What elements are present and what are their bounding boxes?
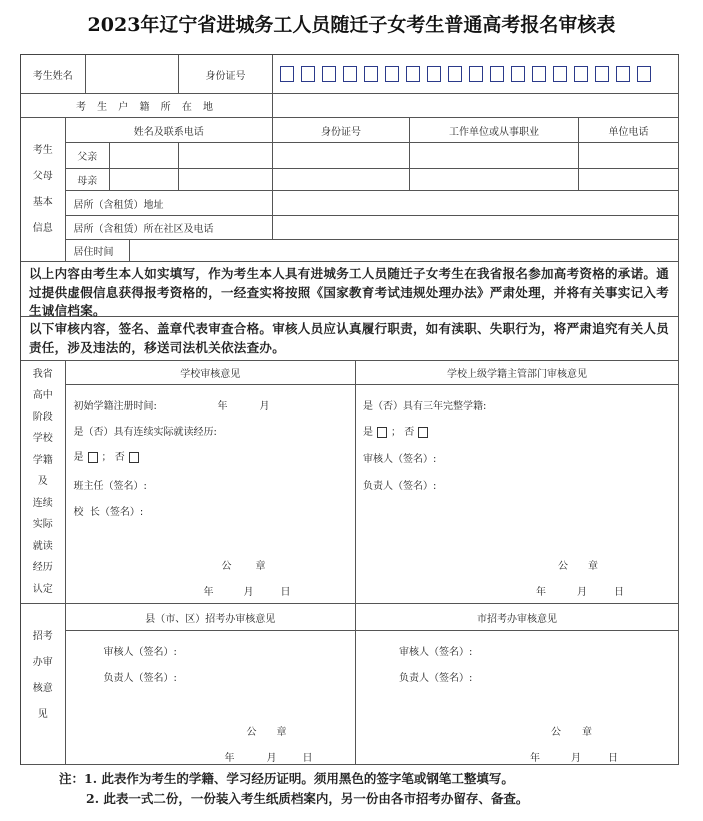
- id-digit-box[interactable]: [427, 66, 441, 82]
- id-digit-box[interactable]: [532, 66, 546, 82]
- date-month: 月: [266, 753, 277, 764]
- leader-signature: 负责人（签名）:: [363, 481, 437, 492]
- authority-review-header: 学校上级学籍主管部门审核意见: [356, 361, 679, 385]
- community-label: 居所（含租赁）所在社区及电话: [66, 216, 274, 240]
- section-label-line: 实际: [32, 519, 53, 531]
- section-label-line: 及: [37, 476, 48, 488]
- mother-work-phone-field[interactable]: [579, 169, 679, 191]
- duration-field[interactable]: [130, 240, 679, 262]
- id-digit-box[interactable]: [616, 66, 630, 82]
- yes-label: 是: [363, 427, 373, 438]
- father-work-field[interactable]: [410, 143, 579, 169]
- pledge-text: 以上内容由考生本人如实填写，作为考生本人具有进城务工人员随迁子女考生在我省报名参加高考资格的承诺。通过提供虚假信息获得报考资格的，一经查实将按照《国家教育考试违规处理办法》严肃处理，并将有关事实记入考生诚信档案。: [21, 262, 679, 317]
- reviewer-signature: 审核人（签名）:: [103, 647, 177, 658]
- date-year: 年: [536, 587, 546, 598]
- father-id-field[interactable]: [273, 143, 410, 169]
- father-phone-field[interactable]: [179, 143, 273, 169]
- separator: ；: [391, 427, 401, 438]
- date-month: 月: [571, 753, 581, 764]
- reviewer-signature: 审核人（签名）:: [399, 647, 473, 658]
- separator: ；: [101, 452, 112, 463]
- mother-label: 母亲: [66, 169, 111, 191]
- id-digit-box[interactable]: [385, 66, 399, 82]
- date-day: 日: [614, 587, 624, 598]
- exam-office-section-label: [21, 604, 66, 765]
- section-label-line: 父母: [32, 170, 53, 182]
- date-year: 年: [203, 587, 214, 598]
- form-title: 2023年辽宁省进城务工人员随迁子女考生普通高考报名审核表: [87, 14, 616, 36]
- yes-checkbox[interactable]: [377, 427, 387, 438]
- section-label-line: 学籍: [32, 454, 53, 466]
- id-digit-box[interactable]: [406, 66, 420, 82]
- id-digit-box[interactable]: [595, 66, 609, 82]
- father-label: 父亲: [66, 143, 111, 169]
- id-digit-box[interactable]: [469, 66, 483, 82]
- duration-label: 居住时间: [66, 240, 131, 262]
- section-label-line: 学校: [32, 433, 53, 445]
- section-label-line: 我省: [32, 368, 53, 380]
- city-office-header: 市招考办审核意见: [356, 604, 679, 631]
- mother-name-field[interactable]: [110, 169, 179, 191]
- father-name-field[interactable]: [110, 143, 179, 169]
- id-digit-box[interactable]: [364, 66, 378, 82]
- id-digit-box[interactable]: [343, 66, 357, 82]
- date-day: 日: [280, 587, 291, 598]
- seal-label: 公: [246, 727, 257, 738]
- section-label-line: 连续: [32, 497, 53, 509]
- seal-label: 章: [588, 561, 598, 572]
- date-day: 日: [302, 753, 313, 764]
- school-review-header: 学校审核意见: [66, 361, 357, 385]
- section-label-line: 招考: [32, 631, 53, 642]
- date-year: 年: [224, 753, 235, 764]
- section-label-line: 基本: [32, 196, 53, 208]
- id-digit-box[interactable]: [301, 66, 315, 82]
- continuous-label: 是（否）具有连续实际就读经历:: [73, 427, 217, 438]
- header-work: 工作单位或从事职业: [410, 118, 579, 143]
- section-label-line: 经历: [32, 562, 53, 574]
- section-label-line: 核意: [32, 683, 53, 694]
- date-year: 年: [530, 753, 540, 764]
- section-label-line: 认定: [32, 583, 53, 595]
- note-1: 注：1. 此表作为考生的学籍、学习经历证明。须用黑色的签字笔或钢笔工整填写。: [59, 771, 514, 786]
- section-label-line: 高中: [32, 390, 53, 402]
- no-checkbox[interactable]: [418, 427, 428, 438]
- id-digit-box[interactable]: [637, 66, 651, 82]
- hukou-label: 考 生 户 籍 所 在 地: [21, 94, 273, 118]
- no-label: 否: [114, 452, 125, 463]
- date-month: 月: [577, 587, 587, 598]
- yes-checkbox[interactable]: [88, 452, 98, 463]
- review-form-table: [20, 54, 679, 765]
- year-label: 年: [217, 401, 228, 412]
- mother-id-field[interactable]: [273, 169, 410, 191]
- section-label-line: 阶段: [32, 411, 53, 423]
- month-label: 月: [259, 401, 270, 412]
- mother-phone-field[interactable]: [179, 169, 273, 191]
- seal-label: 公: [558, 561, 568, 572]
- principal-signature: 校 长（签名）:: [73, 507, 144, 518]
- three-year-label: 是（否）具有三年完整学籍:: [363, 401, 487, 412]
- section-label-line: 考生: [32, 144, 53, 156]
- id-digit-box[interactable]: [553, 66, 567, 82]
- audit-note-text: 以下审核内容，签名、盖章代表审查合格。审核人员应认真履行职责，如有渎职、失职行为，将严肃追究有关人员责任，涉及违法的，移送司法机关依法查办。: [21, 317, 679, 361]
- seal-label: 章: [276, 727, 287, 738]
- school-review-body: [66, 385, 357, 604]
- section-label-line: 信息: [32, 222, 53, 234]
- seal-label: 公: [221, 561, 232, 572]
- id-number-boxes[interactable]: [273, 55, 679, 94]
- reviewer-signature: 审核人（签名）:: [363, 454, 437, 465]
- header-id: 身份证号: [273, 118, 410, 143]
- community-field[interactable]: [273, 216, 679, 240]
- seal-label: 章: [255, 561, 266, 572]
- leader-signature: 负责人（签名）:: [103, 673, 177, 684]
- father-work-phone-field[interactable]: [579, 143, 679, 169]
- seal-label: 章: [582, 727, 592, 738]
- county-office-header: 县（市、区）招考办审核意见: [66, 604, 357, 631]
- id-digit-box[interactable]: [448, 66, 462, 82]
- yes-no-choice: [363, 423, 432, 438]
- seal-label: 公: [551, 727, 561, 738]
- county-office-body: [66, 631, 357, 765]
- address-label: 居所（含租赁）地址: [66, 191, 274, 216]
- id-digit-box[interactable]: [511, 66, 525, 82]
- leader-signature: 负责人（签名）:: [399, 673, 473, 684]
- yes-label: 是: [73, 452, 84, 463]
- section-label-line: 见: [37, 709, 48, 720]
- id-digit-box[interactable]: [322, 66, 336, 82]
- reg-time-label: 初始学籍注册时间:: [73, 401, 157, 412]
- address-field[interactable]: [273, 191, 679, 216]
- header-work-phone: 单位电话: [579, 118, 679, 143]
- section-label-line: 办审: [32, 657, 53, 668]
- teacher-signature: 班主任（签名）:: [73, 481, 147, 492]
- parents-section-label: [21, 118, 66, 262]
- yes-no-choice: [74, 448, 143, 463]
- hukou-field[interactable]: [273, 94, 679, 118]
- school-section-label: [21, 361, 66, 604]
- student-name-field[interactable]: [86, 55, 180, 94]
- no-label: 否: [404, 427, 415, 438]
- date-month: 月: [243, 587, 254, 598]
- authority-review-body: [356, 385, 679, 604]
- id-digit-box[interactable]: [280, 66, 294, 82]
- id-number-label: 身份证号: [179, 55, 273, 94]
- mother-work-field[interactable]: [410, 169, 579, 191]
- city-office-body: [356, 631, 679, 765]
- no-checkbox[interactable]: [129, 452, 139, 463]
- section-label-line: 就读: [32, 540, 53, 552]
- student-name-label: 考生姓名: [21, 55, 86, 94]
- header-name-phone: 姓名及联系电话: [66, 118, 274, 143]
- id-digit-box[interactable]: [574, 66, 588, 82]
- date-day: 日: [608, 753, 618, 764]
- id-digit-box[interactable]: [490, 66, 504, 82]
- note-2: 2. 此表一式二份，一份装入考生纸质档案内，另一份由各市招考办留存、备查。: [86, 791, 529, 806]
